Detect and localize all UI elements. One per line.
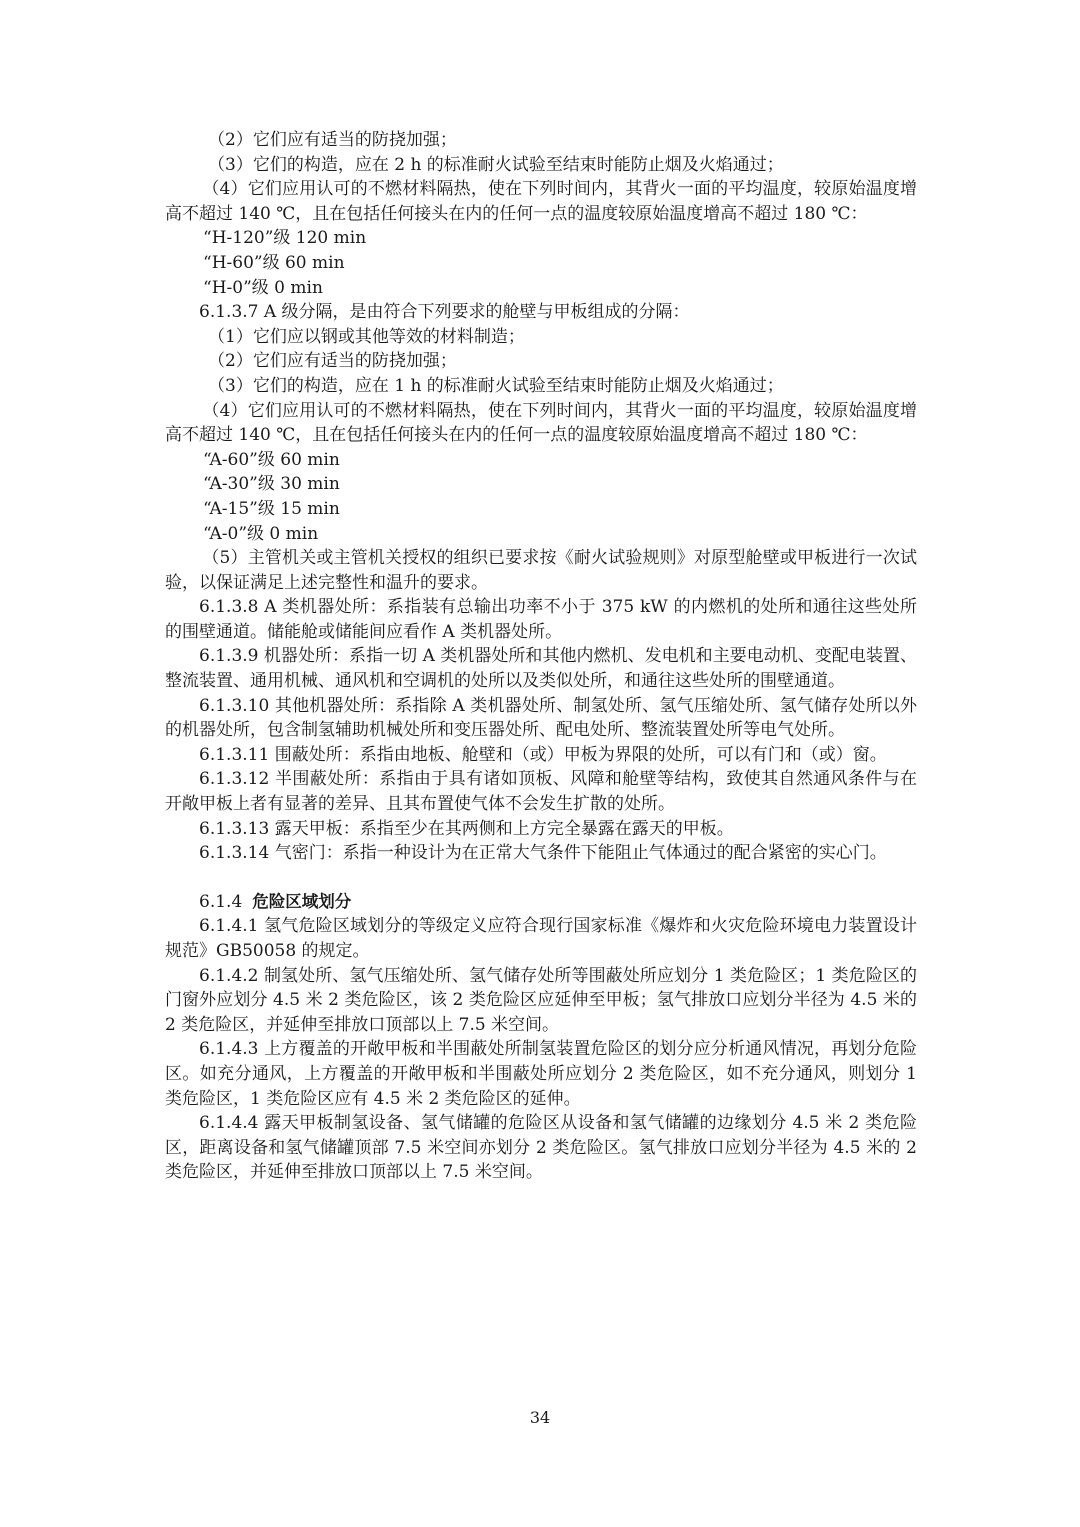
paragraph: “A-30”级 30 min bbox=[203, 474, 340, 495]
section-title: 危险区域划分 bbox=[252, 891, 352, 911]
paragraph: （5）主管机关或主管机关授权的组织已要求按《耐火试验规则》对原型舱壁或甲板进行一次试验，以保证满足上述完整性和温升的要求。 bbox=[165, 548, 917, 593]
paragraph: 6.1.3.11 围蔽处所：系指由地板、舱壁和（或）甲板为界限的处所，可以有门和（或）窗。 bbox=[199, 744, 887, 765]
paragraph: 6.1.4.1 氢气危险区域划分的等级定义应符合现行国家标准《爆炸和火灾危险环境电力装置设计规范》GB50058 的规定。 bbox=[165, 916, 917, 961]
paragraph: 6.1.3.10 其他机器处所：系指除 A 类机器处所、制氢处所、氢气压缩处所、氢气储存处所以外的机器处所，包含制氢辅助机械处所和变压器处所、配电处所、整流装置处所等电气处所。 bbox=[165, 695, 917, 741]
section-number: 6.1.4 bbox=[199, 891, 243, 912]
paragraph: 6.1.4.4 露天甲板制氢设备、氢气储罐的危险区从设备和氢气储罐的边缘划分 4.5 米 2 类危险区，距离设备和氢气储罐顶部 7.5 米空间亦划分 2 类危险区。氢气排放口应划分半径为 4.5 米的 2 类危险区，并延伸至排放口顶部以上 7.5 米空间。 bbox=[165, 1113, 917, 1183]
paragraph: （2）它们应有适当的防挠加强； bbox=[208, 130, 457, 150]
paragraph: （4）它们应用认可的不燃材料隔热，使在下列时间内，其背火一面的平均温度，较原始温度增高不超过 140 ℃，且在包括任何接头在内的任何一点的温度较原始温度增高不超过 180 ℃： bbox=[165, 179, 917, 224]
section-heading bbox=[165, 890, 917, 915]
paragraph: 6.1.4.2 制氢处所、氢气压缩处所、氢气储存处所等围蔽处所应划分 1 类危险区；1 类危险区的门窗外应划分 4.5 米 2 类危险区，该 2 类危险区应延伸至甲板；氢气排放口应划分半径为 4.5 米的 2 类危险区，并延伸至排放口顶部以上 7.5 米空间。 bbox=[165, 965, 917, 1035]
paragraph: 6.1.3.8 A 类机器处所：系指装有总输出功率不小于 375 kW 的内燃机的处所和通往这些处所的围壁通道。储能舱或储能间应看作 A 类机器处所。 bbox=[165, 597, 917, 642]
paragraph: “H-0”级 0 min bbox=[203, 277, 323, 298]
paragraph: （3）它们的构造，应在 1 h 的标准耐火试验至结束时能防止烟及火焰通过； bbox=[208, 375, 784, 396]
paragraph: “A-60”级 60 min bbox=[203, 449, 340, 470]
body-text bbox=[165, 128, 917, 1185]
page-number: 34 bbox=[529, 1408, 551, 1427]
paragraph: （1）它们应以钢或其他等效的材料制造； bbox=[208, 326, 525, 347]
paragraph: （3）它们的构造，应在 2 h 的标准耐火试验至结束时能防止烟及火焰通过； bbox=[208, 154, 784, 175]
paragraph: “A-15”级 15 min bbox=[203, 498, 340, 519]
paragraph: 6.1.3.13 露天甲板：系指至少在其两侧和上方完全暴露在露天的甲板。 bbox=[199, 818, 734, 839]
paragraph: （2）它们应有适当的防挠加强； bbox=[208, 351, 457, 372]
paragraph: 6.1.3.12 半围蔽处所：系指由于具有诸如顶板、风障和舱壁等结构，致使其自然通风条件与在开敞甲板上者有显著的差异、且其布置使气体不会发生扩散的处所。 bbox=[165, 769, 917, 815]
spacer bbox=[165, 866, 917, 890]
paragraph: 6.1.3.7 A 级分隔，是由符合下列要求的舱壁与甲板组成的分隔： bbox=[199, 302, 690, 323]
paragraph: “H-120”级 120 min bbox=[203, 228, 367, 249]
paragraph: 6.1.4.3 上方覆盖的开敞甲板和半围蔽处所制氢装置危险区的划分应分析通风情况，再划分危险区。如充分通风，上方覆盖的开敞甲板和半围蔽处所应划分 2 类危险区，如不充分通风，则划分 1 类危险区，1 类危险区应有 4.5 米 2 类危险区的延伸。 bbox=[165, 1039, 917, 1109]
paragraph: （4）它们应用认可的不燃材料隔热，使在下列时间内，其背火一面的平均温度，较原始温度增高不超过 140 ℃，且在包括任何接头在内的任何一点的温度较原始温度增高不超过 180 ℃： bbox=[165, 400, 917, 446]
paragraph: 6.1.3.9 机器处所：系指一切 A 类机器处所和其他内燃机、发电机和主要电动机、变配电装置、整流装置、通用机械、通风机和空调机的处所以及类似处所，和通往这些处所的围壁通道。 bbox=[165, 646, 917, 692]
paragraph: “A-0”级 0 min bbox=[203, 523, 319, 544]
paragraph: “H-60”级 60 min bbox=[203, 252, 345, 273]
paragraph: 6.1.3.14 气密门：系指一种设计为在正常大气条件下能阻止气体通过的配合紧密的实心门。 bbox=[199, 843, 887, 864]
